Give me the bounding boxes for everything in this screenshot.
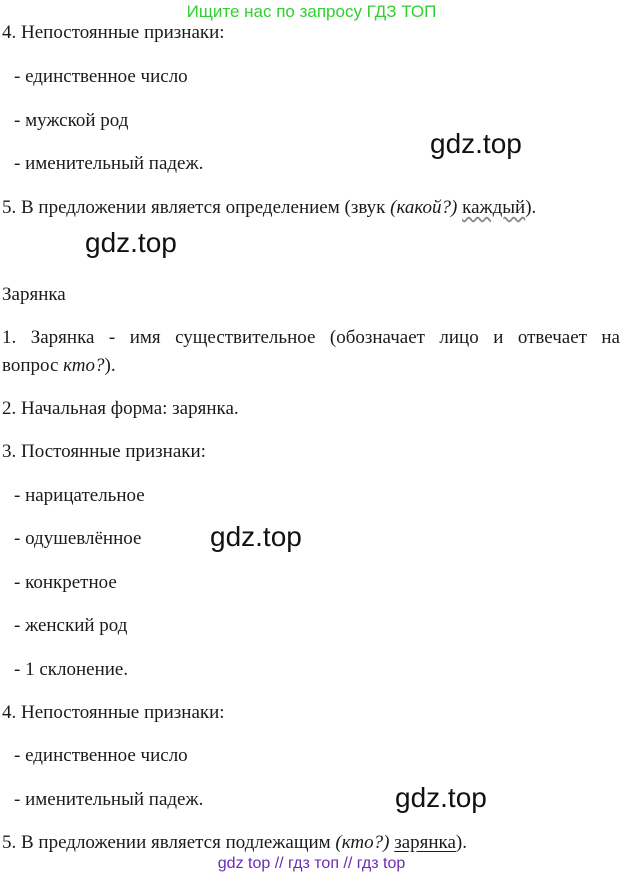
watermark: gdz.top [210,521,302,552]
feature-item: - именительный падеж. [14,153,204,174]
syntax-role-line: 5. В предложении является определением (звук (какой?) каждый). [2,197,537,218]
watermark: gdz.top [85,227,177,258]
subject-word: зарянка [394,832,456,853]
heading-non-constant-features: 4. Непостоянные признаки: [2,702,225,723]
initial-form-line: 2. Начальная форма: зарянка. [2,398,239,419]
question-italic: (какой?) [390,197,458,218]
feature-item: - именительный падеж. [14,789,204,810]
defined-word: каждый [462,197,526,218]
question-italic: (кто?) [335,832,390,853]
part-of-speech-line: 1. Зарянка - имя существительное (обозначает лицо и отвечает на [2,327,620,348]
part-of-speech-line-2: вопрос кто?). [2,355,116,376]
feature-item: - 1 склонение. [14,659,129,680]
feature-item: - одушевлённое [14,528,142,549]
watermark: gdz.top [430,128,522,159]
word-title: Зарянка [2,284,66,305]
feature-item: - единственное число [14,745,188,766]
heading-constant-features: 3. Постоянные признаки: [2,441,206,462]
footer-banner: gdz top // гдз топ // гдз top [217,855,406,872]
syntax-role-text: 5. В предложении является определением (звук [2,197,391,218]
feature-item: - женский род [14,615,128,636]
feature-item: - мужской род [14,110,129,131]
feature-item: - нарицательное [14,485,145,506]
heading-non-constant-features: 4. Непостоянные признаки: [2,22,225,43]
syntax-role-line: 5. В предложении является подлежащим (кто?) зарянка). [2,832,467,853]
search-banner: Ищите нас по запросу ГДЗ ТОП [186,2,437,21]
question-italic: кто? [63,355,105,376]
feature-item: - конкретное [14,572,117,593]
watermark: gdz.top [395,782,487,813]
syntax-role-text: 5. В предложении является подлежащим [2,832,336,853]
feature-item: - единственное число [14,66,188,87]
